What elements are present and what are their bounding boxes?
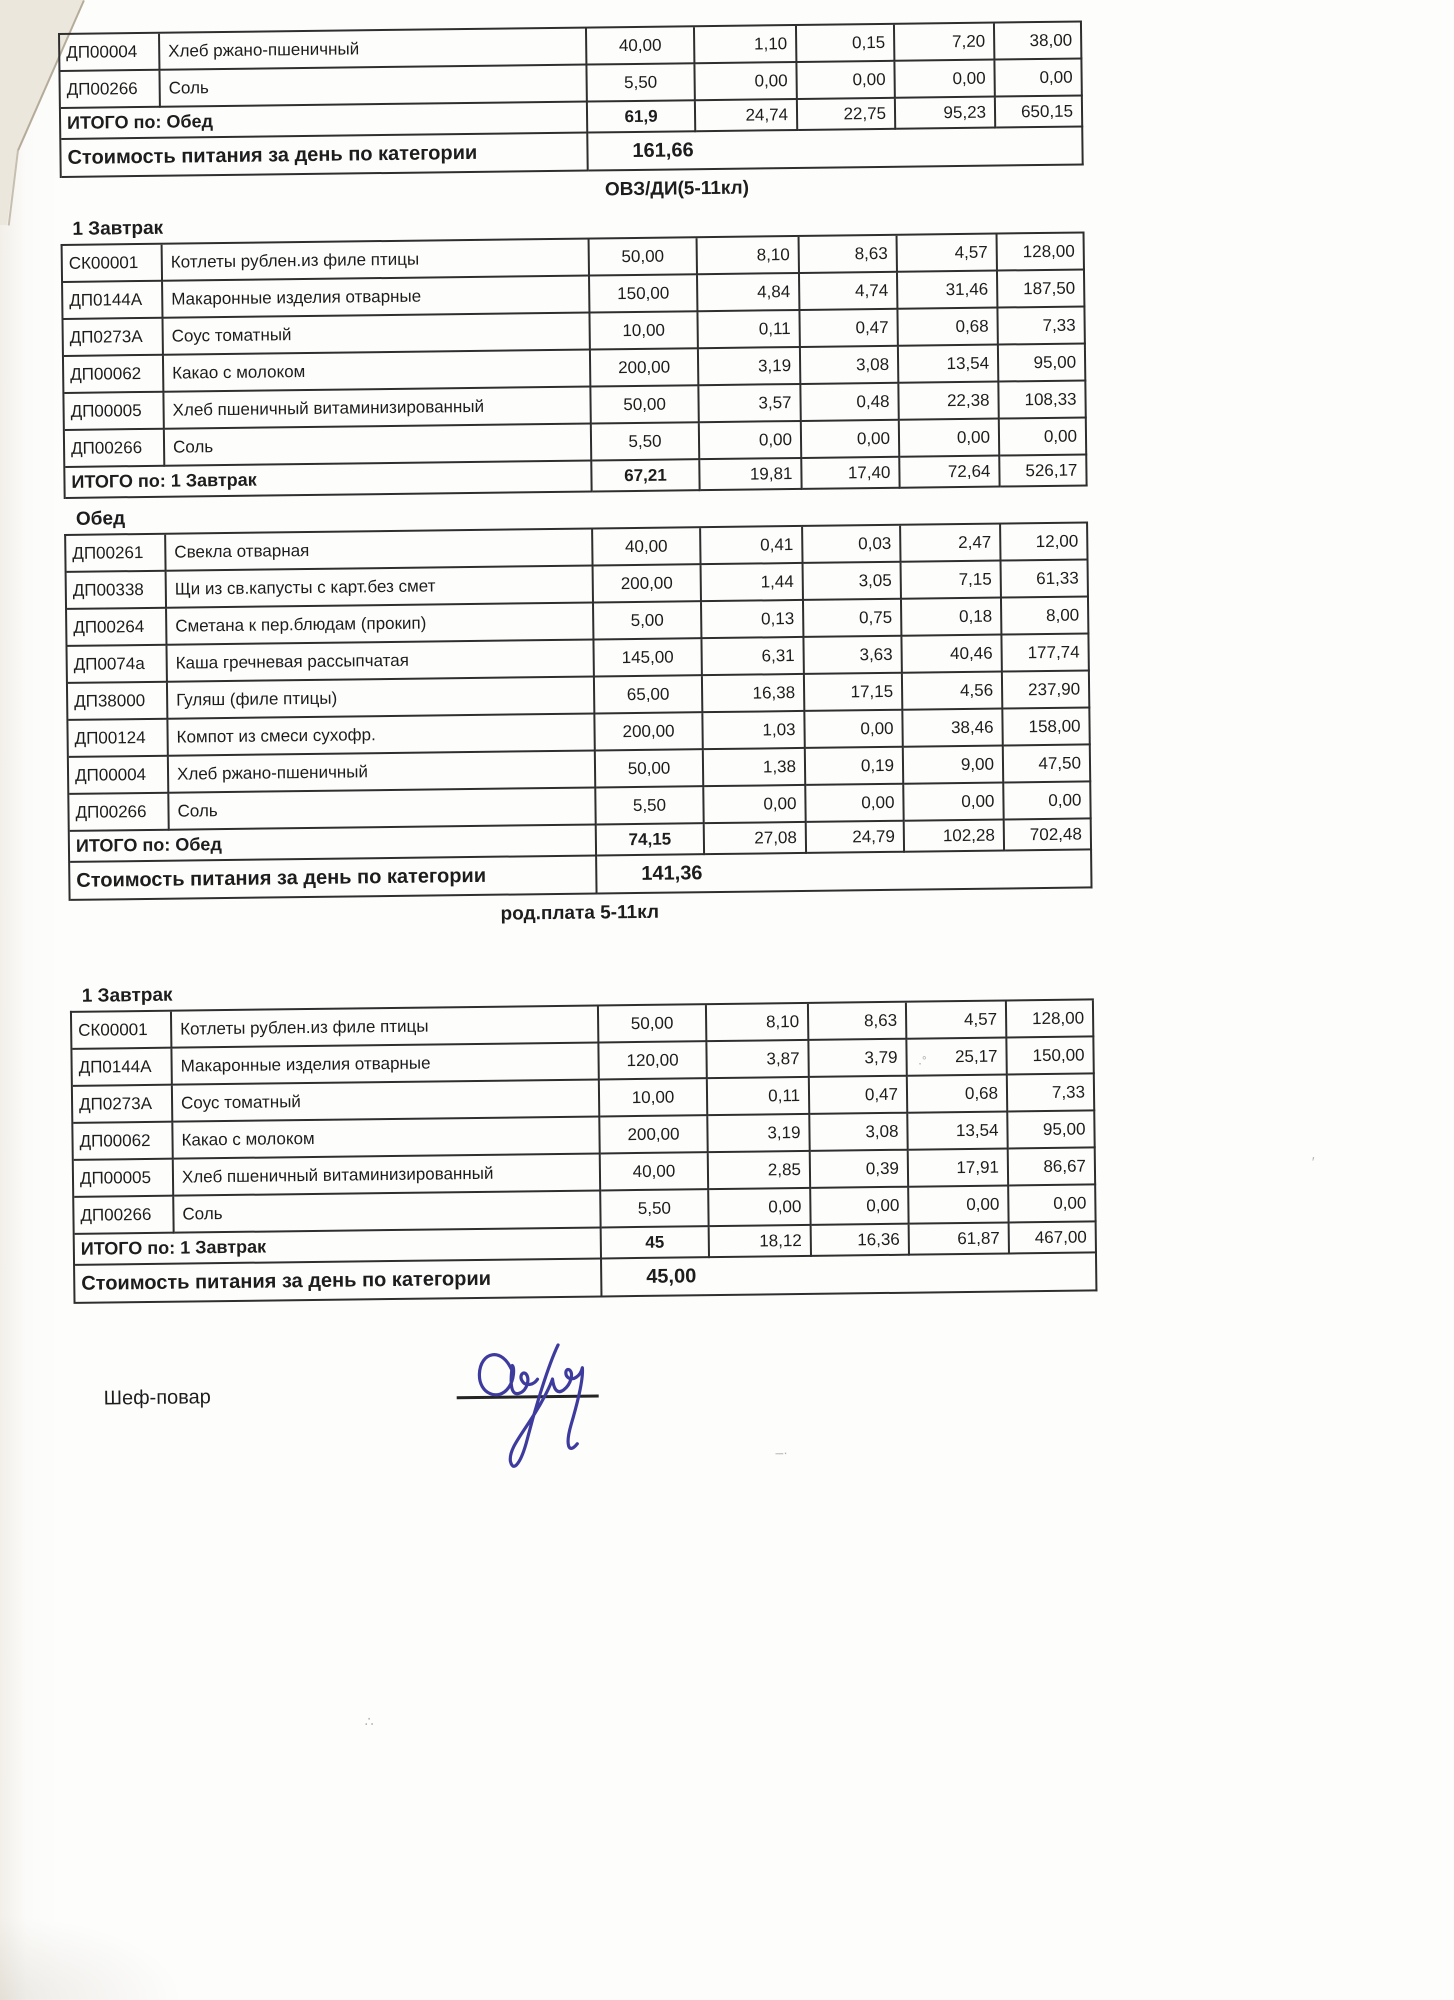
dish-name: Хлеб пшеничный витаминизированный (174, 1154, 601, 1196)
dish-portion-grams: 65,00 (595, 676, 703, 714)
dish-portion-grams: 40,00 (587, 27, 695, 65)
dish-kcal: 128,00 (998, 233, 1085, 271)
dish-code: ДП00004 (69, 757, 169, 795)
dish-protein: 1,44 (702, 564, 804, 602)
total-fat: 17,40 (802, 458, 900, 490)
dish-carbs: 40,46 (902, 636, 1002, 674)
dish-carbs: 9,00 (904, 746, 1004, 784)
dish-code: ДП00264 (67, 609, 167, 647)
dish-fat: 4,74 (800, 273, 898, 311)
dish-code: ДП00005 (74, 1160, 174, 1198)
dish-code: ДП0074а (68, 646, 168, 684)
dish-kcal: 47,50 (1004, 745, 1091, 783)
dish-kcal: 95,00 (999, 344, 1086, 382)
dish-portion-grams: 5,50 (596, 787, 704, 825)
section-label-breakfast: 1 Завтрак (81, 984, 173, 1007)
dish-name: Котлеты рублен.из филе птицы (172, 1006, 599, 1048)
document-sheet (58, 20, 1315, 1730)
dish-fat: 0,47 (810, 1077, 908, 1115)
dish-portion-grams: 10,00 (600, 1079, 708, 1117)
total-kcal: 526,17 (1000, 455, 1087, 487)
dish-name: Котлеты рублен.из филе птицы (163, 240, 590, 282)
handwritten-signature (472, 1334, 604, 1476)
dish-carbs: 4,57 (907, 1001, 1007, 1039)
day-cost-label: Стоимость питания за день по категории (70, 856, 597, 900)
total-kcal: 467,00 (1010, 1222, 1097, 1254)
dish-code: ДП00004 (60, 34, 160, 72)
dish-kcal: 7,33 (1008, 1074, 1095, 1112)
dish-fat: 8,63 (800, 236, 898, 274)
dish-portion-grams: 50,00 (596, 750, 704, 788)
day-cost-label: Стоимость питания за день по категории (61, 134, 588, 178)
table-ovz-lunch-rows (66, 523, 1092, 831)
dish-kcal: 8,00 (1002, 597, 1089, 635)
dish-protein: 0,11 (708, 1078, 810, 1116)
total-label: ИТОГО по: 1 Завтрак (65, 462, 592, 499)
dish-protein: 0,00 (709, 1189, 811, 1227)
dish-carbs: 13,54 (899, 346, 999, 384)
dish-portion-grams: 40,00 (593, 528, 701, 566)
scan-speck: ∴ (364, 1713, 374, 1730)
total-carbs: 102,28 (905, 820, 1005, 852)
dish-carbs: 0,00 (900, 420, 1000, 458)
dish-portion-grams: 5,50 (592, 423, 700, 461)
total-portion: 74,15 (597, 824, 705, 856)
dish-name: Макаронные изделия отварные (163, 277, 590, 319)
dish-carbs: 38,46 (903, 710, 1003, 748)
table-rod-breakfast (70, 998, 1098, 1303)
dish-carbs: 17,91 (909, 1149, 1009, 1187)
dish-name: Какао с молоком (164, 351, 591, 393)
dish-carbs: 7,20 (895, 24, 995, 62)
dish-fat: 0,00 (805, 711, 903, 749)
dish-portion-grams: 5,50 (601, 1190, 709, 1228)
dish-kcal: 38,00 (995, 22, 1082, 60)
dish-portion-grams: 50,00 (599, 1005, 707, 1043)
dish-protein: 3,57 (699, 385, 801, 423)
dish-kcal: 0,00 (1009, 1185, 1096, 1223)
dish-name: Хлеб ржано-пшеничный (169, 751, 596, 793)
dish-carbs: 4,57 (898, 235, 998, 273)
dish-kcal: 12,00 (1001, 523, 1088, 561)
dish-portion-grams: 200,00 (591, 349, 699, 387)
dish-name: Хлеб ржано-пшеничный (160, 29, 587, 71)
dish-name: Хлеб пшеничный витаминизированный (164, 388, 591, 430)
dish-carbs: 22,38 (899, 383, 999, 421)
total-label: ИТОГО по: 1 Завтрак (75, 1228, 602, 1265)
dish-protein: 6,31 (702, 638, 804, 676)
dish-fat: 0,39 (811, 1151, 909, 1189)
dish-protein: 3,87 (707, 1041, 809, 1079)
dish-carbs: 0,18 (902, 599, 1002, 637)
dish-code: ДП00338 (67, 572, 167, 610)
dish-code: ДП00261 (66, 535, 166, 573)
dish-name: Соус томатный (173, 1080, 600, 1122)
dish-kcal: 0,00 (1000, 418, 1087, 456)
dish-name: Сметана к пер.блюдам (прокип) (167, 603, 594, 645)
total-carbs: 95,23 (896, 98, 996, 130)
category-title-rodplata: род.плата 5-11кл (500, 901, 660, 925)
dish-name: Макаронные изделия отварные (172, 1043, 599, 1085)
dish-protein: 0,41 (701, 527, 803, 565)
total-label: ИТОГО по: Обед (61, 103, 588, 140)
dish-protein: 1,10 (695, 26, 797, 64)
dish-protein: 8,10 (707, 1004, 809, 1042)
dish-fat: 0,00 (797, 62, 895, 100)
dish-kcal: 150,00 (1007, 1037, 1094, 1075)
dish-name: Каша гречневая рассыпчатая (167, 640, 594, 682)
dish-portion-grams: 120,00 (599, 1042, 707, 1080)
dish-fat: 17,15 (805, 674, 903, 712)
day-cost-value: 141,36 (597, 850, 1092, 894)
dish-kcal: 0,00 (1004, 782, 1091, 820)
dish-name: Соль (169, 788, 596, 830)
dish-code: ДП00062 (64, 356, 164, 394)
total-protein: 24,74 (696, 100, 798, 132)
dish-fat: 3,08 (810, 1114, 908, 1152)
table-ovz-breakfast-rows (63, 233, 1088, 467)
dish-carbs: 7,15 (902, 562, 1002, 600)
dish-portion-grams: 10,00 (590, 312, 698, 350)
dish-protein: 0,00 (700, 422, 802, 460)
dish-fat: 0,03 (803, 526, 901, 564)
dish-code: ДП00062 (73, 1123, 173, 1161)
dish-carbs: 31,46 (898, 272, 998, 310)
dish-carbs: 13,54 (908, 1112, 1008, 1150)
dish-fat: 3,08 (801, 347, 899, 385)
total-portion: 61,9 (588, 101, 696, 133)
dish-portion-grams: 150,00 (590, 275, 698, 313)
day-cost-value: 45,00 (602, 1253, 1097, 1297)
table-rod-breakfast-rows (72, 1000, 1097, 1234)
dish-protein: 0,00 (704, 786, 806, 824)
dish-protein: 0,00 (695, 63, 797, 101)
dish-portion-grams: 200,00 (595, 713, 703, 751)
total-kcal: 702,48 (1005, 819, 1092, 851)
dish-code: СК00001 (72, 1012, 172, 1050)
dish-kcal: 95,00 (1008, 1111, 1095, 1149)
dish-name: Щи из св.капусты с карт.без смет (167, 566, 594, 608)
dish-protein: 0,13 (702, 601, 804, 639)
dish-portion-grams: 50,00 (590, 238, 698, 276)
dish-kcal: 7,33 (998, 307, 1085, 345)
dish-kcal: 86,67 (1009, 1148, 1096, 1186)
dish-protein: 1,38 (704, 749, 806, 787)
dish-portion-grams: 5,00 (594, 602, 702, 640)
dish-carbs: 25,17 (907, 1038, 1007, 1076)
total-protein: 19,81 (700, 459, 802, 491)
dish-carbs: 0,68 (908, 1075, 1008, 1113)
dish-carbs: 4,56 (903, 673, 1003, 711)
dish-protein: 3,19 (708, 1115, 810, 1153)
dish-carbs: 0,00 (909, 1186, 1009, 1224)
total-fat: 24,79 (807, 822, 905, 854)
total-portion: 45 (602, 1227, 710, 1259)
dish-portion-grams: 145,00 (594, 639, 702, 677)
day-cost-value: 161,66 (588, 127, 1083, 171)
dish-portion-grams: 40,00 (601, 1153, 709, 1191)
total-carbs: 72,64 (900, 457, 1000, 489)
dish-kcal: 158,00 (1003, 708, 1090, 746)
dish-code: ДП38000 (68, 683, 168, 721)
dish-carbs: 0,00 (904, 783, 1004, 821)
dish-fat: 0,48 (801, 384, 899, 422)
table-ovz-breakfast (61, 231, 1088, 498)
category-title-ovz: ОВЗ/ДИ(5-11кл) (604, 177, 750, 201)
dish-fat: 0,75 (804, 600, 902, 638)
dish-fat: 3,63 (804, 637, 902, 675)
dish-fat: 0,19 (806, 748, 904, 786)
dish-name: Соль (174, 1191, 601, 1233)
total-fat: 22,75 (798, 99, 896, 131)
scan-speck: ′ (1311, 1153, 1315, 1170)
dish-protein: 8,10 (698, 237, 800, 275)
dish-fat: 0,15 (797, 25, 895, 63)
table-ovz-lunch (64, 521, 1092, 900)
chef-title-label: Шеф-повар (103, 1386, 211, 1410)
dish-name: Соль (160, 66, 587, 108)
section-label-lunch: Обед (75, 508, 126, 530)
dish-name: Свекла отварная (166, 529, 593, 571)
total-portion: 67,21 (592, 460, 700, 492)
dish-fat: 3,05 (804, 563, 902, 601)
dish-code: ДП0273А (64, 319, 164, 357)
dish-name: Соль (165, 425, 592, 467)
dish-portion-grams: 5,50 (587, 64, 695, 102)
dish-kcal: 237,90 (1003, 671, 1090, 709)
total-fat: 16,36 (812, 1225, 910, 1257)
table-top-lunch (58, 20, 1084, 177)
dish-portion-grams: 50,00 (591, 386, 699, 424)
dish-protein: 0,11 (698, 311, 800, 349)
dish-fat: 0,00 (811, 1188, 909, 1226)
dish-carbs: 0,68 (898, 309, 998, 347)
dish-fat: 0,47 (800, 310, 898, 348)
total-protein: 18,12 (710, 1226, 812, 1258)
dish-code: ДП00266 (69, 794, 169, 832)
dish-protein: 3,19 (699, 348, 801, 386)
dish-kcal: 61,33 (1002, 560, 1089, 598)
dish-portion-grams: 200,00 (594, 565, 702, 603)
scan-speck: –· (775, 1444, 788, 1461)
dish-protein: 2,85 (709, 1152, 811, 1190)
dish-fat: 3,79 (809, 1040, 907, 1078)
dish-protein: 16,38 (703, 675, 805, 713)
total-carbs: 61,87 (910, 1223, 1010, 1255)
dish-name: Гуляш (филе птицы) (168, 677, 595, 719)
dish-carbs: 0,00 (895, 61, 995, 99)
day-cost-label: Стоимость питания за день по категории (75, 1259, 602, 1303)
dish-kcal: 108,33 (999, 381, 1086, 419)
dish-fat: 8,63 (809, 1003, 907, 1041)
dish-portion-grams: 200,00 (600, 1116, 708, 1154)
dish-kcal: 187,50 (998, 270, 1085, 308)
dish-kcal: 0,00 (995, 59, 1082, 97)
dish-protein: 1,03 (703, 712, 805, 750)
dish-name: Компот из смеси сухофр. (168, 714, 595, 756)
dish-code: ДП00266 (65, 430, 165, 468)
dish-code: СК00001 (63, 245, 163, 283)
dish-code: ДП00266 (74, 1197, 174, 1235)
table-top-lunch-rows (60, 22, 1083, 108)
total-kcal: 650,15 (996, 96, 1083, 128)
scan-speck: ·˚ (917, 1054, 928, 1071)
dish-kcal: 177,74 (1002, 634, 1089, 672)
dish-code: ДП0144А (63, 282, 163, 320)
dish-code: ДП00124 (68, 720, 168, 758)
dish-code: ДП00005 (64, 393, 164, 431)
total-label: ИТОГО по: Обед (70, 825, 597, 862)
dish-code: ДП00266 (60, 71, 160, 109)
signature-block (74, 1291, 1100, 1483)
section-label-breakfast: 1 Завтрак (72, 217, 164, 240)
dish-carbs: 2,47 (901, 525, 1001, 563)
dish-code: ДП0273А (73, 1086, 173, 1124)
dish-fat: 0,00 (802, 421, 900, 459)
total-protein: 27,08 (705, 823, 807, 855)
dish-protein: 4,84 (698, 274, 800, 312)
dish-name: Соус томатный (163, 314, 590, 356)
dish-name: Какао с молоком (173, 1117, 600, 1159)
dish-code: ДП0144А (72, 1049, 172, 1087)
dish-kcal: 128,00 (1007, 1000, 1094, 1038)
dish-fat: 0,00 (806, 785, 904, 823)
